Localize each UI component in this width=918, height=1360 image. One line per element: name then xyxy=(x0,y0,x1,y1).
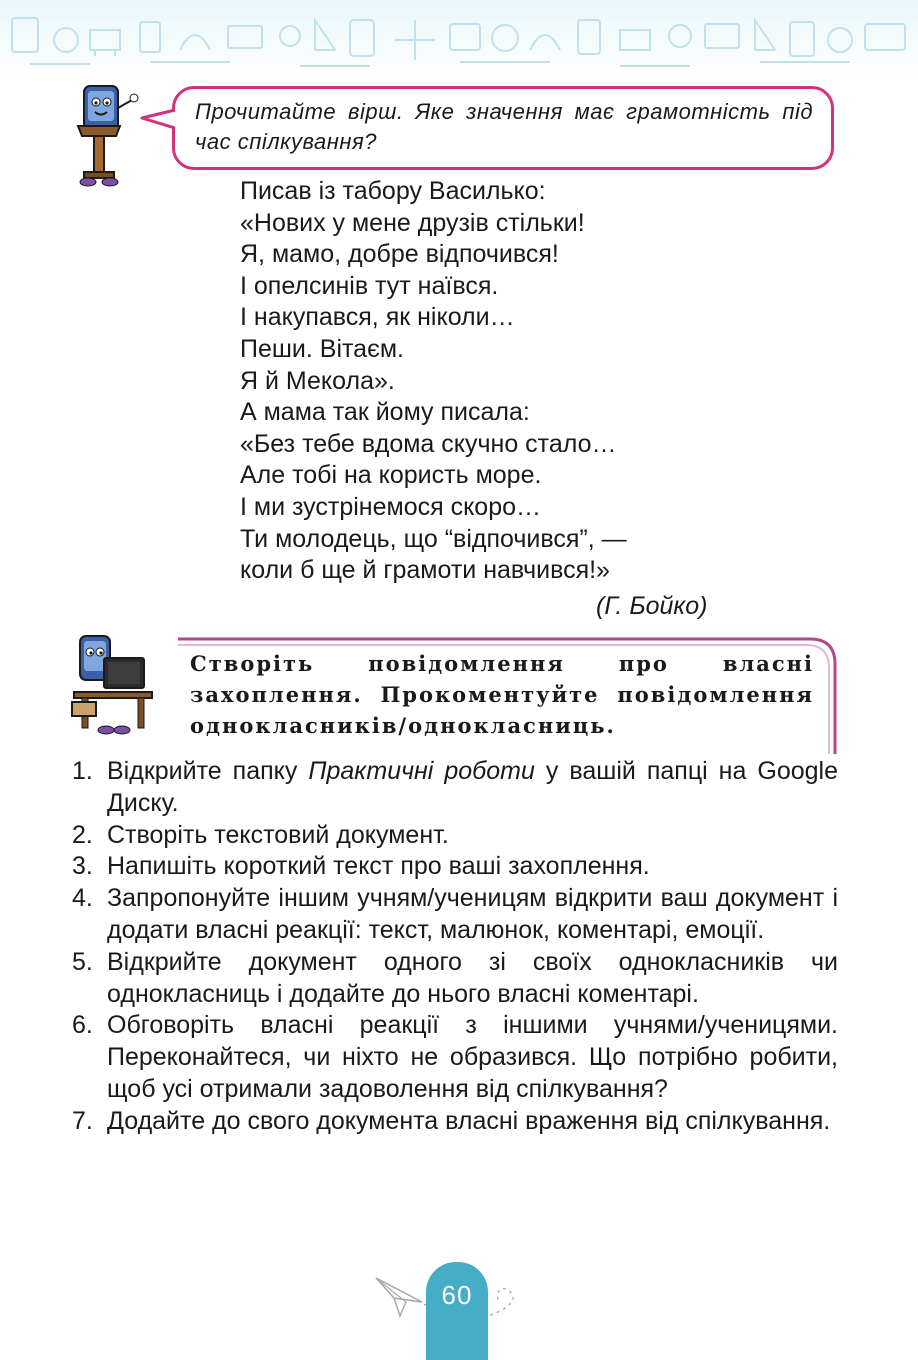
poem-line: коли б ще й грамоти навчився!» xyxy=(240,556,610,585)
poem-line: І опелсинів тут наївся. xyxy=(240,271,499,300)
prompt-text: Прочитайте вірш. Яке значення має грамотність під час спілкування? xyxy=(195,99,813,154)
poem-line: І накупався, як ніколи… xyxy=(240,303,515,332)
task-text: Створіть повідомлення про власні захоплення. Прокоментуйте повідомлення однокласників/однокласниць. xyxy=(190,651,814,738)
poem-line: Я, мамо, добре відпочився! xyxy=(240,240,559,269)
poem-line: «Без тебе вдома скучно стало… xyxy=(240,429,617,458)
mascot-reading-icon xyxy=(70,82,148,190)
poem-line: Писав із табору Василько: xyxy=(240,177,546,205)
poem-line: Пеши. Вітаєм. xyxy=(240,334,404,363)
poem-author: (Г. Бойко) xyxy=(596,592,708,620)
bubble-tail-icon xyxy=(140,108,176,132)
list-item: 1. Відкрийте папку Практичні роботи у вашій папці на Google Диску. xyxy=(72,757,839,817)
list-item: 7. Додайте до свого документа власні враження від спілкування. xyxy=(72,1106,831,1135)
poem xyxy=(240,176,800,587)
poem-line: Я й Мекола». xyxy=(240,366,395,395)
page-number-tab xyxy=(426,1262,488,1360)
mascot-computer-icon xyxy=(70,632,156,740)
list-item: 5. Відкрийте документ одного зі своїх однокласників чи однокласниць і додайте до нього власні коментарі. xyxy=(72,947,838,1008)
steps-list xyxy=(72,756,838,1138)
list-item: 6. Обговоріть власні реакції з іншими учнями/ученицями. Переконайтеся, чи ніхто не образився. Що потрібно робити, щоб усі отримали задоволення від спілкування? xyxy=(72,1011,838,1103)
list-item: 2. Створіть текстовий документ. xyxy=(72,820,449,849)
list-item: 4. Запропонуйте іншим учням/ученицям відкрити ваш документ і додати власні реакції: текст, малюнок, коментарі, емоції. xyxy=(72,884,838,944)
prompt-bubble xyxy=(172,86,834,170)
tech-doodle-banner-icon xyxy=(0,0,918,78)
poem-line: «Нових у мене друзів стільки! xyxy=(240,208,585,237)
list-item: 3. Напишіть короткий текст про ваші захоплення. xyxy=(72,852,650,881)
poem-line: Але тобі на користь море. xyxy=(240,461,542,490)
poem-line: А мама так йому писала: xyxy=(240,398,530,427)
poem-line: І ми зустрінемося скоро… xyxy=(240,492,542,521)
page-number: 60 xyxy=(441,1280,473,1310)
poem-line: Ти молодець, що “відпочився”, — xyxy=(240,524,627,553)
